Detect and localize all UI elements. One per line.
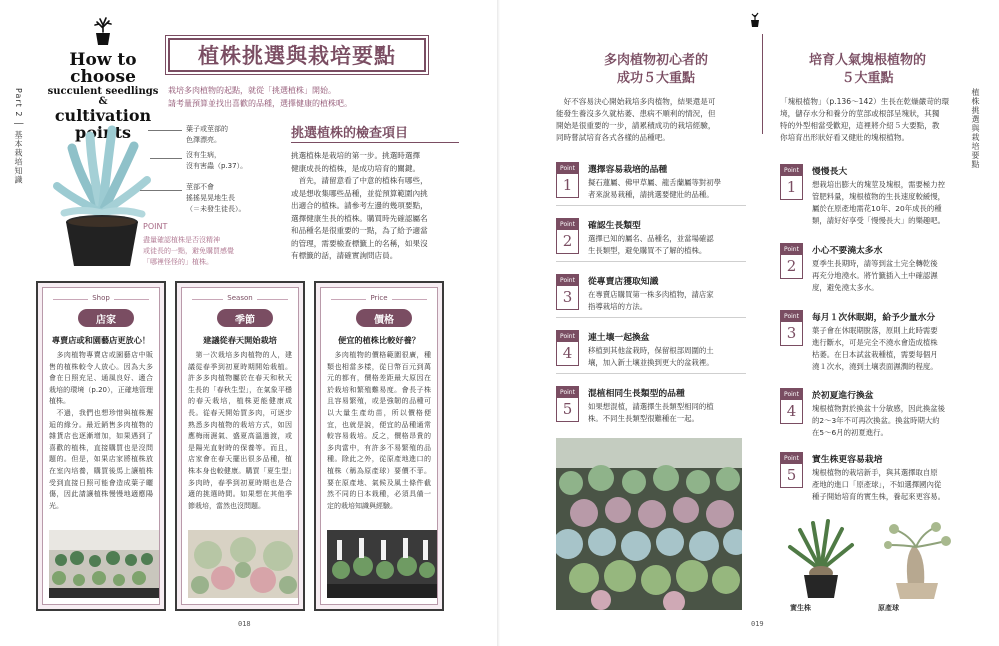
point-badge: Point 1 — [780, 164, 803, 200]
point-text: 選擇已知的屬名、品種名，並當場確認 生長類型，避免購買不了解的植株。 — [588, 234, 714, 255]
point-badge: Point 3 — [780, 310, 803, 346]
shop-photo — [49, 530, 159, 598]
how-to-line4: cultivation — [54, 106, 152, 125]
left-page — [0, 0, 499, 646]
page-title: 植株挑選與栽培要點 — [198, 44, 396, 68]
how-to-line2: succulent seedlings — [47, 86, 159, 97]
point-heading: 連土壤一起換盆 — [588, 333, 650, 343]
point-text: 擬石蓮屬、佛甲草屬、龍舌蘭屬等對初學 者來說易栽種，請挑選要健壯的品種。 — [588, 178, 722, 199]
beginner-point-2 — [556, 218, 746, 258]
box-tag: Price — [321, 294, 437, 302]
box-heading: 專賣店或和園藝店更放心！ — [51, 335, 151, 345]
side-tab: Part 2 │ 基本栽培知識 — [14, 88, 23, 185]
caudex-point-1 — [780, 164, 964, 225]
beginner-point-1 — [556, 162, 746, 202]
beginner-title: 多肉植物初心者的 成功５大重點 — [603, 53, 708, 86]
nursery-succulents-photo — [556, 438, 742, 610]
point-badge: Point 2 — [780, 243, 803, 279]
imported-caudex-photo — [874, 515, 960, 600]
side-tab: 植株挑選與栽培要點 — [971, 88, 980, 169]
caption: 原產球 — [878, 604, 899, 612]
point-heading: 實生株更容易栽培 — [812, 455, 883, 465]
caudex-point-4 — [780, 388, 964, 437]
point-heading: 每月１次休眠期，給予少量水分 — [812, 313, 936, 323]
callout-stem: 莖部不會 搖搖晃晃地生長 （＝未發生徒長）。 — [186, 183, 246, 213]
how-to-line3: & — [98, 96, 108, 107]
point-badge: Point 5 — [556, 386, 579, 422]
intro-line: 栽培多肉植物的起點，就從「挑選植株」開始。 — [168, 86, 336, 95]
callout-no-pests: 沒有生病， 沒有害蟲（p.37）。 — [186, 151, 248, 170]
point-heading: 混植相同生長類型的品種 — [588, 389, 685, 399]
point-text: 塊根植物的栽培新手，與其選擇取自原 產地的進口「原產球」，不如選擇國內從 種子開始培育的實生株，養起來更容易。 — [812, 468, 946, 501]
seedling-caudex-photo — [780, 515, 862, 600]
beginner-point-4 — [556, 330, 746, 370]
box-pill: 季節 — [217, 309, 273, 327]
point-heading: 於初夏進行換盆 — [812, 391, 874, 401]
box-pill: 價格 — [356, 309, 412, 327]
divider — [291, 142, 459, 143]
point-text: 在專賣店購買第一株多肉植物，請店家 指導栽培的方法。 — [588, 290, 714, 311]
box-pill: 店家 — [78, 309, 134, 327]
point-heading: 從專賣店獲取知識 — [588, 277, 659, 287]
callout-leader — [140, 190, 182, 191]
box-tag: Shop — [43, 294, 159, 302]
caption: 實生株 — [790, 604, 811, 612]
check-section-title: 挑選植株的檢查項目 — [291, 126, 409, 141]
check-section-body: 挑選植株是栽培的第一步。挑選時選擇 健康成長的植株，是成功培育的關鍵。 首先，請留意看了中意的植株有哪些， 或是想收集哪些品種，並從預算範圍內挑 出適合的植株。請參考左邊的幾項要點， 選擇健康生長的植株。購買時先確認屬名 和品種名是很重要的一點，為了給予適當 的管理，需要檢查標籤上的名稱，如果沒 有標籤的話，請確實詢問店員。 — [291, 151, 428, 260]
point-text: 塊根植物對於換盆十分敏感，因此換盆後 的2～3年不可再次換盆。換盆時期大約 在5～6月的初夏進行。 — [812, 404, 946, 437]
shop-box — [36, 281, 166, 611]
divider — [762, 34, 763, 134]
point-badge: Point 4 — [780, 388, 803, 424]
potted-plant-icon — [89, 16, 117, 46]
point-heading: 慢慢長大 — [812, 167, 848, 177]
point-badge: Point 3 — [556, 274, 579, 310]
succulent-plant-illustration — [52, 118, 152, 268]
box-tag: Season — [182, 294, 298, 302]
potted-plant-icon — [748, 12, 762, 28]
point-badge: Point 2 — [556, 218, 579, 254]
box-heading: 建議從春天開始栽培 — [203, 335, 277, 345]
point-text: 盡量確認植株是否沒精神 或徒長的一點，避免購買感覺 「哪裡怪怪的」植株。 — [143, 236, 234, 266]
point-text: 葉子會在休眠期脫落，原則上此時需要 進行斷水，可是完全不澆水會造成植株 枯萎。在日本試盆栽種植，需要每個月 澆１次水，澆到土壤表面濕潤的程度。 — [812, 326, 938, 371]
caudex-intro: 「塊根植物」（p.136～142）生長在乾燥嚴苛的環 境，儲存水分和養分的莖部或根部呈塊狀，其獨 特的外型相當受歡迎，這裡將介紹５大要點，教 你培育出形狀好看又健壯的塊根植物。 — [780, 97, 950, 142]
right-page — [500, 0, 999, 646]
caudex-point-2 — [780, 243, 964, 292]
point-label: POINT — [143, 222, 168, 231]
intro-line: 請考量預算並找出喜歡的品種，選擇健康的植株吧。 — [168, 99, 352, 108]
point-text: 夏季生長期時，請等到盆土完全轉乾後 再充分地澆水。將竹籤插入土中確認濕 度，避免澆太多水。 — [812, 259, 938, 292]
callout-leader — [148, 130, 182, 131]
price-box — [314, 281, 444, 611]
point-badge: Point 5 — [780, 452, 803, 488]
beginner-point-3 — [556, 274, 746, 314]
box-text: 多肉植物的價格範圍很廣，種類也相當多樣，從日幣百元到萬元的都有，價格差距最大原因在於栽培和繁殖難易度。會長子株且容易繁殖，或是強韌的品種可以大量生產幼苗，所以價格便宜，也就是說，便宜的品種通常較容易栽培。反之，價格昂貴的多肉當中，有許多不易繁殖的品種。除此之外，從原產地進口的植株（稱為原產球）要價不菲。要在原產地、氣候及風土條件截然不同的日本栽種，必須具備一定的栽培知識與經驗。 — [327, 351, 431, 510]
point-heading: 選擇容易栽培的品種 — [588, 165, 668, 175]
season-box — [175, 281, 305, 611]
page-number: 019 — [751, 620, 764, 628]
point-badge: Point 1 — [556, 162, 579, 198]
box-text: 第一次栽培多肉植物的人，建議從春季到初夏時期開始栽植。許多多肉植物屬於在春天和秋天生長的「春秋生型」，在氣象平穩的春天栽培，植株更能健康成長。從春天開始買多肉，可逐步熟悉多肉植物的栽培方式，如因應梅雨濕氣、盛夏高溫過渡，或是陽光直射時的保養等。而且，店家會在春天擺出很多品種，植株本身也較健康。購買「夏生型」多肉時，春季到初夏時期也是合適的挑選時間。如果想在其他季節栽培，當然也沒問題。 — [188, 351, 292, 510]
point-heading: 確認生長類型 — [588, 221, 641, 231]
beginner-point-5 — [556, 386, 746, 426]
point-text: 想栽培出膨大的塊莖及塊根，需要極力控 管肥料量，塊根植物的生長速度較緩慢， 屬於在原產地需花10年、20年成長的種 類，請好好享受「慢慢長大」的樂趣吧。 — [812, 180, 946, 225]
how-to-line5: points — [75, 123, 131, 142]
callout-leaf-color: 葉子或莖部的 色澤漂亮。 — [186, 125, 228, 144]
main-title-box — [168, 38, 426, 72]
callout-leader — [150, 158, 182, 159]
point-badge: Point 4 — [556, 330, 579, 366]
price-photo — [327, 530, 437, 598]
how-to-line1: How to choose — [69, 50, 137, 87]
beginner-intro: 好不容易決心開始栽培多肉植物，結果還是可 能發生養沒多久就枯萎、患病不順利的情況，但 開始是很重要的一步，請累積成功的栽培經驗， 同時嘗試培育各式各樣的品種吧。 — [556, 97, 716, 142]
point-text: 如果想混植，請選擇生長類型相同的植 株。不同生長類型很難種在一起。 — [588, 402, 714, 423]
intro-text — [168, 84, 398, 110]
caudex-title: 培育人氣塊根植物的 ５大重點 — [808, 53, 926, 86]
page-number: 018 — [238, 620, 251, 628]
point-heading: 小心不要澆太多水 — [812, 246, 883, 256]
caudex-point-3 — [780, 310, 964, 371]
point-text: 移植到其他盆栽時，保留根部周圍的土 壤，加入新土壤並換到更大的盆栽裡。 — [588, 346, 714, 367]
season-photo — [188, 530, 298, 598]
caudex-point-5 — [780, 452, 964, 501]
box-heading: 便宜的植株比較好養？ — [338, 335, 420, 345]
box-text: 多肉植物專賣店或園藝店中販售的植株較令人放心。因為大多會在日照充足、通風良好、適合栽培的環境（p.20），正確地管理植株。 不過，我們也想珍惜與植株邂逅的緣分。最近銷售多肉植物的雜貨店也逐漸增加，如果遇到了喜歡的植株，直接購買也是沒問題的。但是，如果店家將植株放在室內培養，購買後馬上讓植株受到直接日照可能會造成葉子曬傷，因此請讓植株慢慢地適應陽光。 — [49, 351, 153, 510]
